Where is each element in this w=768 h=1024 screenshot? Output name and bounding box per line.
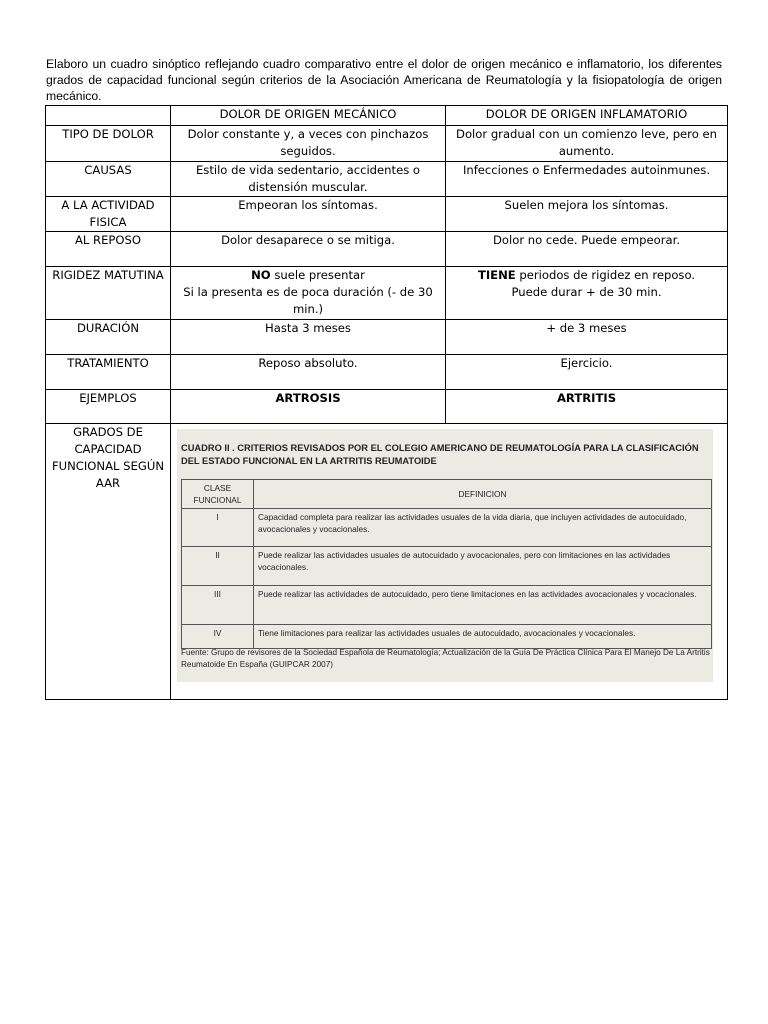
cell-mecanico: Empeoran los síntomas. bbox=[171, 197, 446, 232]
cell-inflamatorio: Dolor gradual con un comienzo leve, pero en aumento. bbox=[446, 126, 728, 162]
table-row bbox=[46, 162, 728, 197]
table-row bbox=[46, 320, 728, 355]
clase-value: III bbox=[182, 586, 254, 625]
cell-inflamatorio bbox=[446, 267, 728, 320]
definition-text: Puede realizar las actividades de autocuidado, pero tiene limitaciones en las actividades avocacionales y vocacionales. bbox=[254, 586, 712, 625]
cell-mecanico: Dolor constante y, a veces con pinchazos seguidos. bbox=[171, 126, 446, 162]
row-label: RIGIDEZ MATUTINA bbox=[46, 267, 171, 320]
definition-text: Capacidad completa para realizar las actividades usuales de la vida diaria, que incluyen actividades de autocuidado, avocacionales y vocacionales. bbox=[254, 509, 712, 547]
header-empty-cell bbox=[46, 106, 171, 126]
row-label: TIPO DE DOLOR bbox=[46, 126, 171, 162]
table-row bbox=[46, 126, 728, 162]
definition-text: Puede realizar las actividades usuales de autocuidado y avocacionales, pero con limitaciones en las actividades vocacionales. bbox=[254, 547, 712, 586]
header-clase: CLASE FUNCIONAL bbox=[182, 480, 254, 509]
inner-header-row bbox=[182, 480, 712, 509]
cell-inflamatorio: ARTRITIS bbox=[446, 390, 728, 424]
inner-row bbox=[182, 547, 712, 586]
table-row bbox=[46, 424, 728, 700]
cell-mecanico: Hasta 3 meses bbox=[171, 320, 446, 355]
row-label: AL REPOSO bbox=[46, 232, 171, 267]
clase-value: I bbox=[182, 509, 254, 547]
functional-class-figure-cell bbox=[171, 424, 728, 700]
row-label: CAUSAS bbox=[46, 162, 171, 197]
cell-mecanico bbox=[171, 267, 446, 320]
rigidez-mecanico-line2: Si la presenta es de poca duración (- de 30 min.) bbox=[183, 285, 433, 316]
rigidez-inflamatorio-text: periodos de rigidez en reposo. bbox=[515, 268, 696, 282]
row-label: GRADOS DE CAPACIDAD FUNCIONAL SEGÚN AAR bbox=[46, 424, 171, 700]
inner-row bbox=[182, 586, 712, 625]
table-row bbox=[46, 390, 728, 424]
inner-row bbox=[182, 625, 712, 649]
row-label: EJEMPLOS bbox=[46, 390, 171, 424]
cell-inflamatorio: Ejercicio. bbox=[446, 355, 728, 390]
table-row bbox=[46, 267, 728, 320]
comparison-table bbox=[45, 105, 728, 700]
header-mecanico: DOLOR DE ORIGEN MECÁNICO bbox=[171, 106, 446, 126]
emphasis-tiene: TIENE bbox=[477, 268, 516, 282]
emphasis-no: NO bbox=[251, 268, 271, 282]
clase-value: IV bbox=[182, 625, 254, 649]
rigidez-inflamatorio-line2: Puede durar + de 30 min. bbox=[511, 285, 662, 299]
row-label: A LA ACTIVIDAD FISICA bbox=[46, 197, 171, 232]
table-header-row bbox=[46, 106, 728, 126]
functional-class-figure bbox=[177, 429, 713, 682]
cell-inflamatorio: Infecciones o Enfermedades autoinmunes. bbox=[446, 162, 728, 197]
functional-class-table bbox=[181, 479, 712, 649]
header-inflamatorio: DOLOR DE ORIGEN INFLAMATORIO bbox=[446, 106, 728, 126]
row-label: DURACIÓN bbox=[46, 320, 171, 355]
figure-source: Fuente: Grupo de revisores de la Sociedad Española de Reumatología; Actualización de la Guía De Práctica Clínica Para El Manejo De La Artritis Reumatoide En España (GUIPCAR 2007) bbox=[181, 648, 710, 669]
rigidez-mecanico-text: suele presentar bbox=[270, 268, 365, 282]
cell-mecanico: Reposo absoluto. bbox=[171, 355, 446, 390]
definition-text: Tiene limitaciones para realizar las actividades usuales de autocuidado, avocacionales y vocacionales. bbox=[254, 625, 712, 649]
header-definicion: DEFINICION bbox=[254, 480, 712, 509]
cell-inflamatorio: Suelen mejora los síntomas. bbox=[446, 197, 728, 232]
row-label: TRATAMIENTO bbox=[46, 355, 171, 390]
intro-paragraph: Elaboro un cuadro sinóptico reflejando cuadro comparativo entre el dolor de origen mecánico e inflamatorio, los diferentes grados de capacidad funcional según criterios de la Asociación Americana de Reumatología y la fisiopatología de origen mecánico. bbox=[46, 57, 722, 104]
table-row bbox=[46, 232, 728, 267]
cell-inflamatorio: Dolor no cede. Puede empeorar. bbox=[446, 232, 728, 267]
cell-mecanico: Dolor desaparece o se mitiga. bbox=[171, 232, 446, 267]
table-row bbox=[46, 197, 728, 232]
cell-mecanico: Estilo de vida sedentario, accidentes o distensión muscular. bbox=[171, 162, 446, 197]
table-row bbox=[46, 355, 728, 390]
clase-value: II bbox=[182, 547, 254, 586]
cell-mecanico: ARTROSIS bbox=[171, 390, 446, 424]
cell-inflamatorio: + de 3 meses bbox=[446, 320, 728, 355]
figure-title: CUADRO II . CRITERIOS REVISADOS POR EL COLEGIO AMERICANO DE REUMATOLOGÍA PARA LA CLASIFICACIÓN DEL ESTADO FUNCIONAL EN LA ARTRITIS REUMATOIDE bbox=[181, 443, 699, 466]
inner-row bbox=[182, 509, 712, 547]
